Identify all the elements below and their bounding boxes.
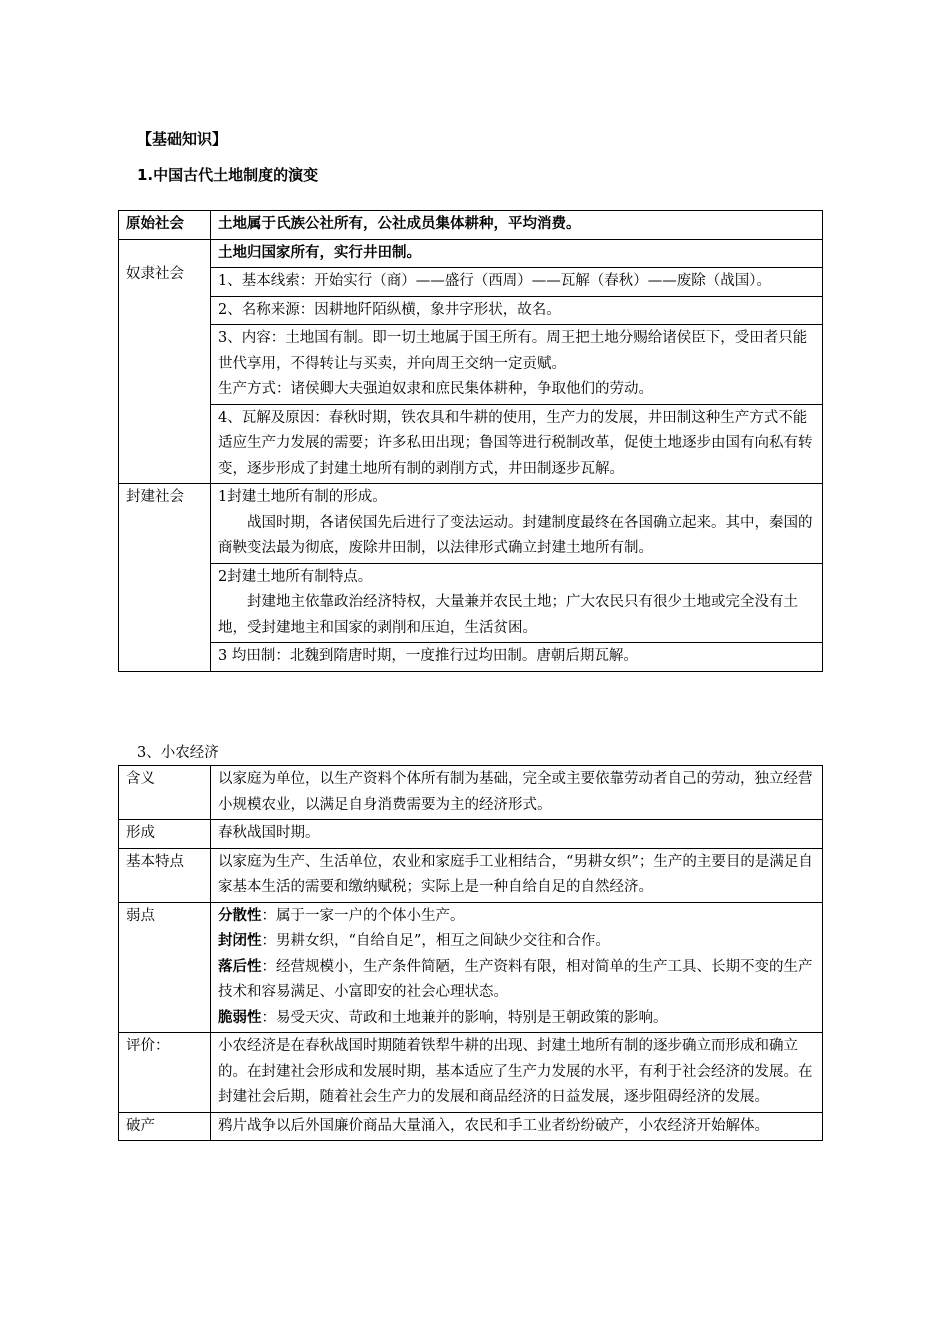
table-row: [119, 211, 823, 240]
feudal-item-1-body: 战国时期，各诸侯国先后进行了变法运动。封建制度最终在各国确立起来。其中，秦国的商鞅变法最为彻底，废除井田制，以法律形式确立封建土地所有制。: [218, 514, 813, 556]
table-row: [119, 484, 823, 564]
slave-item-4: 4、瓦解及原因：春秋时期，铁农具和牛耕的使用，生产力的发展，井田制这种生产方式不能适应生产力发展的需要；许多私田出现；鲁国等进行税制改革，促使土地逐步由国有向私有转变，逐步形成了封建土地所有制的剥削方式，井田制逐步瓦解。: [211, 404, 823, 484]
table-row: [119, 820, 823, 849]
feudal-item-2-body: 封建地主依靠政治经济特权，大量兼并农民土地；广大农民只有很少土地或完全没有土地，受封建地主和国家的剥削和压迫，生活贫困。: [218, 594, 798, 636]
section-heading: 【基础知识】: [137, 130, 228, 148]
slave-heading: 土地归国家所有，实行井田制。: [211, 239, 823, 268]
feudal-item-1: [211, 484, 823, 564]
slave-item-3: [211, 325, 823, 405]
weakness-backward: [218, 955, 816, 1006]
row-label-slave: [119, 239, 211, 484]
formation-text: 春秋战国时期。: [211, 820, 823, 849]
slave-item-3-production: 生产方式：诸侯卿大夫强迫奴隶和庶民集体耕种，争取他们的劳动。: [218, 381, 653, 397]
evaluation-text: 小农经济是在春秋战国时期随着铁犁牛耕的出现、封建土地所有制的逐步确立而形成和确立的。在封建社会形成和发展时期，基本适应了生产力发展的水平，有利于社会经济的发展。在封建社会后期，随着社会生产力的发展和商品经济的日益发展，逐步阻碍经济的发展。: [211, 1033, 823, 1113]
table-row: [119, 404, 823, 484]
row-label-formation: 形成: [119, 820, 211, 849]
weakness-dispersed-text: ：属于一家一户的个体小生产。: [261, 907, 465, 924]
slave-item-2: 2、名称来源：因耕地阡陌纵横，象井字形状，故名。: [211, 296, 823, 325]
features-text: 以家庭为生产、生活单位，农业和家庭手工业相结合，“男耕女织”；生产的主要目的是满足自家基本生活的需要和缴纳赋税；实际上是一种自给自足的自然经济。: [211, 848, 823, 902]
land-system-table: [118, 210, 823, 672]
weakness-fragile-label: 脆弱性: [218, 1009, 262, 1026]
weakness-dispersed: [218, 904, 816, 930]
feudal-item-1-title: 1封建土地所有制的形成。: [218, 489, 387, 505]
table-row: [119, 1033, 823, 1113]
feudal-item-2-title: 2封建土地所有制特点。: [218, 568, 373, 585]
weakness-closed-label: 封闭性: [218, 933, 262, 949]
peasant-economy-table: [118, 765, 823, 1141]
bankruptcy-text: 鸦片战争以后外国廉价商品大量涌入，农民和手工业者纷纷破产，小农经济开始解体。: [211, 1112, 823, 1141]
slave-item-3-content: 3、内容：土地国有制。即一切土地属于国王所有。周王把土地分赐给诸侯臣下，受田者只能世代享用，不得转让与买卖，并向周王交纳一定贡赋。: [218, 330, 808, 372]
peasant-economy-title: 3、小农经济: [137, 745, 219, 761]
table-row: [119, 239, 823, 268]
row-label-primitive: 原始社会: [119, 211, 211, 240]
weakness-backward-text: ：经营规模小，生产条件简陋，生产资料有限，相对简单的生产工具、长期不变的生产技术和容易满足、小富即安的社会心理状态。: [218, 958, 813, 1000]
row-label-weakness: 弱点: [119, 902, 211, 1033]
weakness-fragile-text: ：易受天灾、苛政和土地兼并的影响，特别是王朝政策的影响。: [261, 1009, 668, 1026]
table-row: [119, 766, 823, 820]
feudal-item-3: 3 均田制：北魏到隋唐时期，一度推行过均田制。唐朝后期瓦解。: [211, 643, 823, 672]
weakness-closed: [218, 929, 816, 955]
weakness-text: [211, 902, 823, 1033]
feudal-label: 封建社会: [126, 489, 184, 505]
slave-label: 奴隶社会: [126, 265, 184, 282]
primitive-text: 土地属于氏族公社所有，公社成员集体耕种，平均消费。: [211, 211, 823, 240]
weakness-dispersed-label: 分散性: [218, 907, 262, 924]
slave-item-1: 1、基本线索：开始实行（商）——盛行（西周）——瓦解（春秋）——废除（战国）。: [211, 268, 823, 297]
feudal-item-2: [211, 563, 823, 643]
row-label-feudal: [119, 484, 211, 672]
land-system-title: 1.中国古代土地制度的演变: [137, 166, 319, 184]
table-row: [119, 296, 823, 325]
table-row: [119, 268, 823, 297]
row-label-features: 基本特点: [119, 848, 211, 902]
table-row: [119, 563, 823, 643]
table-row: [119, 643, 823, 672]
row-label-meaning: 含义: [119, 766, 211, 820]
weakness-closed-text: ：男耕女织，“自给自足”，相互之间缺少交往和合作。: [261, 933, 610, 949]
weakness-backward-label: 落后性: [218, 958, 262, 975]
table-row: [119, 848, 823, 902]
weakness-fragile: [218, 1006, 816, 1032]
table-row: [119, 325, 823, 405]
table-row: [119, 1112, 823, 1141]
row-label-evaluation: 评价：: [119, 1033, 211, 1113]
meaning-text: 以家庭为单位，以生产资料个体所有制为基础，完全或主要依靠劳动者自己的劳动，独立经营小规模农业，以满足自身消费需要为主的经济形式。: [211, 766, 823, 820]
row-label-bankruptcy: 破产: [119, 1112, 211, 1141]
table-row: [119, 902, 823, 1033]
